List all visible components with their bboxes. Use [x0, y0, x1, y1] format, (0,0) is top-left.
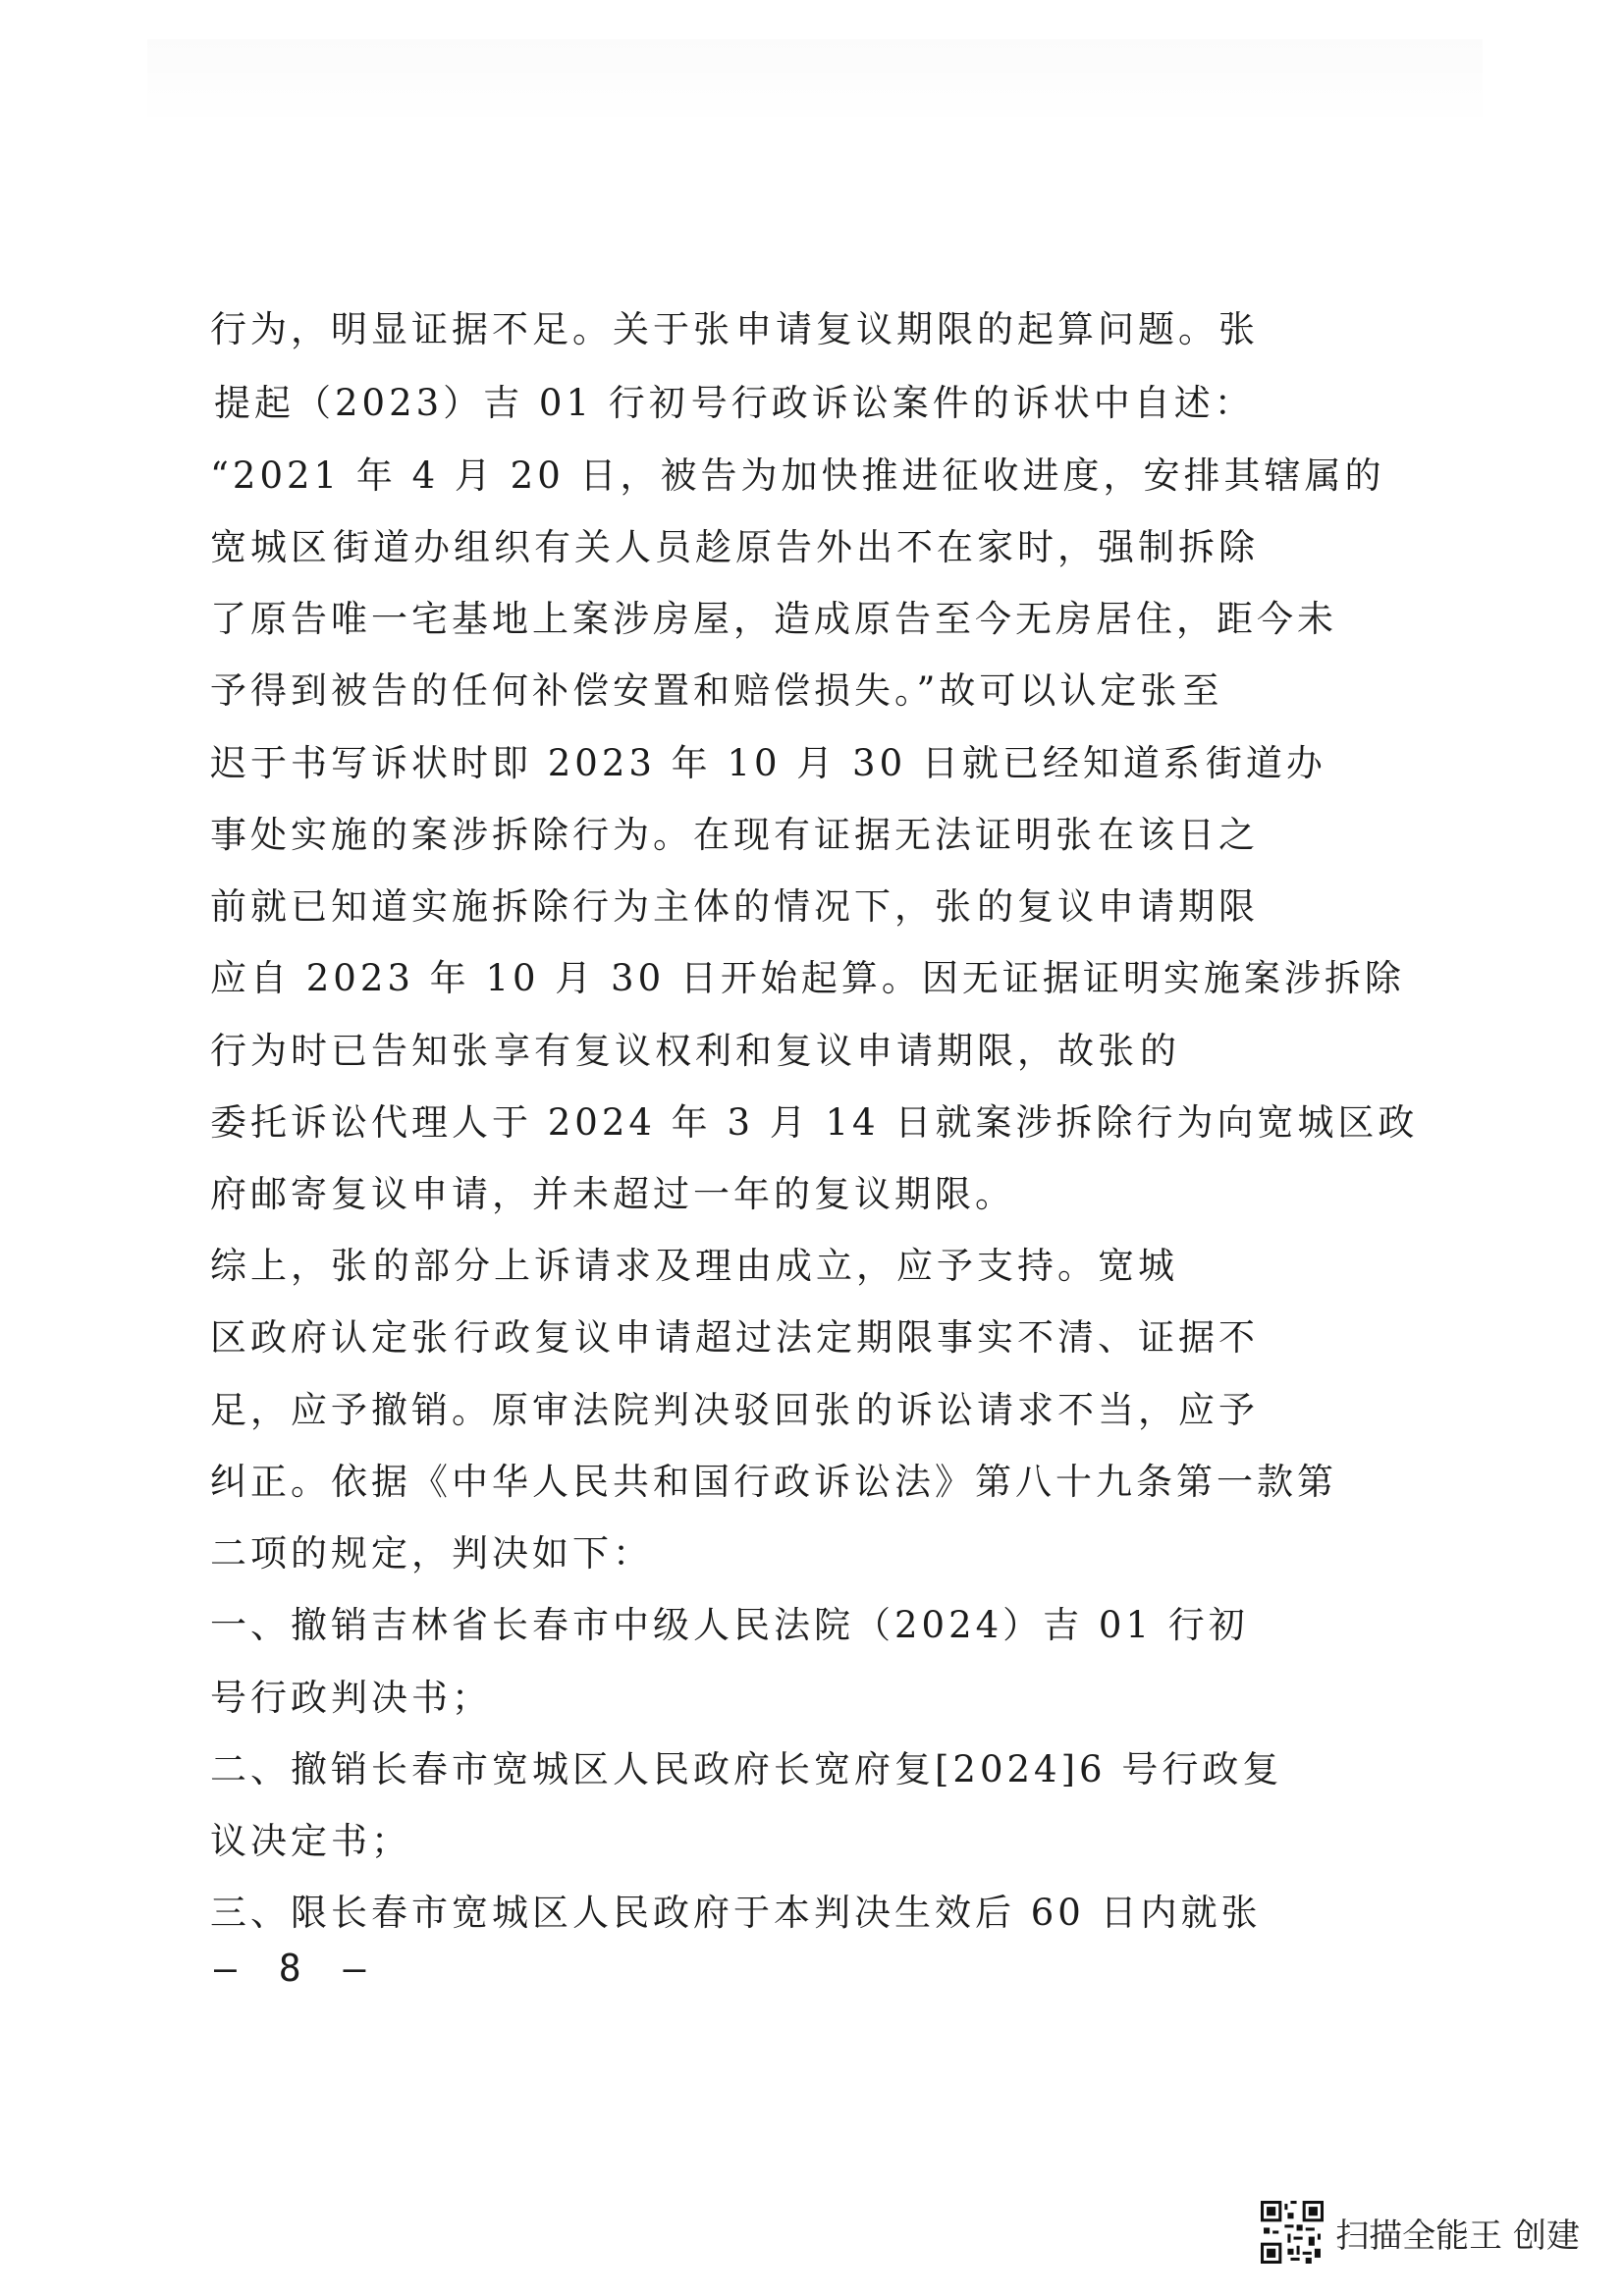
text-segment: 应自 2023 年 10 月 30 日开始起算。因无证据证明实施案涉拆除	[210, 957, 1405, 999]
text-line	[210, 373, 1255, 434]
text-segment: 行为时已告知张	[210, 1030, 492, 1072]
text-segment: 区政府认定张	[210, 1316, 452, 1359]
text-segment: 委托诉讼代理人于 2024 年 3 月 14 日就案涉拆除行为向宽城区政	[210, 1101, 1419, 1144]
text-line	[210, 1093, 1418, 1153]
text-line	[210, 589, 1337, 650]
scan-shadow	[147, 39, 1483, 128]
page-number: – 8 –	[214, 1947, 376, 1990]
text-segment: 三、限长春市宽城区人民政府于本判决生效后 60 日内就张	[210, 1892, 1262, 1934]
text-segment: 街道办组织有关人员趁原告外出不在家时，强制拆除	[333, 526, 1259, 568]
text-segment: 二项的规定，判决如下：	[210, 1532, 653, 1575]
text-segment: 申请复议期限的起算问题。张	[735, 308, 1259, 350]
text-segment: 行为，明显证据不足。关于张	[210, 308, 733, 350]
text-segment: 综上，张	[210, 1245, 371, 1287]
text-segment: “2021 年 4 月 20 日，被告为加快推进征收进度，安排其辖属的	[210, 454, 1385, 497]
text-line	[210, 299, 1259, 360]
text-segment: 足，应予撤销。原审法院判决驳回张	[210, 1389, 854, 1431]
text-segment: 至	[1182, 669, 1223, 712]
text-line	[210, 1380, 1259, 1441]
text-segment: 号行政判决书；	[210, 1677, 492, 1719]
text-line	[210, 1308, 1259, 1368]
text-segment: 了原告唯一宅基地上案涉房屋，造成原告至今无房居住，距今未	[210, 598, 1337, 640]
scanner-watermark	[1261, 2201, 1580, 2264]
text-line	[210, 1164, 1015, 1225]
qr-code-icon	[1261, 2201, 1324, 2264]
watermark-label: 扫描全能王 创建	[1335, 2216, 1580, 2256]
text-line	[210, 877, 1259, 937]
text-line	[210, 1236, 1178, 1297]
text-line	[210, 948, 1405, 1009]
text-segment: 的复议申请期限	[977, 885, 1259, 928]
text-segment: 迟于书写诉状时即 2023 年 10 月 30 日就已经知道系	[210, 742, 1204, 784]
text-segment: 前就已知道实施拆除行为主体的情况下，张	[210, 885, 975, 928]
text-segment: 的部分上诉请求及理由成立，应予支持。宽城	[373, 1245, 1178, 1287]
text-line	[210, 1739, 1282, 1800]
text-line	[210, 805, 1259, 866]
text-segment: 的诉讼请求不当，应予	[856, 1389, 1259, 1431]
text-segment: 纠正。依据《中华人民共和国行政诉讼法》第八十九条第一款第	[210, 1461, 1337, 1503]
text-segment: 一、撤销吉林省长春市中级人民法院（2024）吉 01 行初	[210, 1604, 1249, 1646]
text-segment: 宽城区	[210, 526, 331, 568]
text-segment: 在该日之	[1098, 814, 1259, 856]
text-line	[210, 661, 1222, 721]
text-segment: 二、撤销长春市宽城区人民政府长宽府复[2024]6 号行政复	[210, 1748, 1283, 1790]
text-line	[210, 1883, 1262, 1944]
text-segment: 提起（2023）吉 01 行初	[214, 382, 689, 424]
text-segment: 号行政诉讼案件的诉状中自述：	[690, 382, 1255, 424]
text-line	[210, 446, 1385, 507]
text-segment: 予得到被告的任何补偿安置和赔偿损失。”故可以认定张	[210, 669, 1181, 712]
text-line	[210, 1452, 1337, 1513]
text-segment: 街道办	[1205, 742, 1326, 784]
text-line	[210, 1021, 1180, 1082]
text-line	[210, 1811, 411, 1872]
text-segment: 府邮寄复议申请，并未超过一年的复议期限。	[210, 1173, 1015, 1215]
text-line	[210, 1595, 1251, 1656]
text-line	[210, 1523, 653, 1584]
text-line	[210, 1668, 492, 1729]
text-segment: 享有复议权利和复议申请期限，故张	[494, 1030, 1138, 1072]
text-segment: 事处实施的案涉拆除行为。在现有证据无法证明张	[210, 814, 1096, 856]
text-segment: 行政复议申请超过法定期限事实不清、证据不	[454, 1316, 1259, 1359]
text-line	[210, 517, 1259, 578]
text-segment: 的	[1140, 1030, 1180, 1072]
text-line	[210, 733, 1326, 794]
text-segment: 议决定书；	[210, 1820, 411, 1862]
